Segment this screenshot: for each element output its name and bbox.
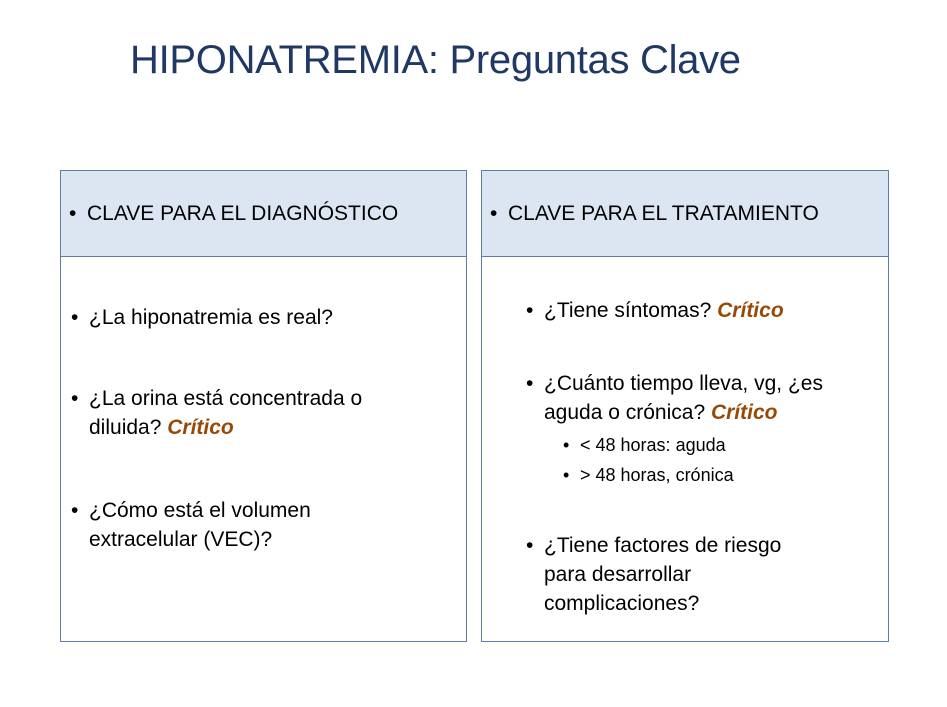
bullet: • <box>71 306 79 329</box>
critical-label: Crítico <box>717 299 784 322</box>
item-text: diluida? <box>89 416 162 439</box>
sub-list-item <box>563 462 734 488</box>
bullet: • <box>526 534 534 557</box>
bullet: • <box>71 499 79 522</box>
list-item <box>526 531 781 618</box>
sub-item-text: < 48 horas: aguda <box>580 435 726 455</box>
treatment-panel-header <box>482 171 888 257</box>
item-text: ¿Cuánto tiempo lleva, vg, ¿es <box>544 372 823 395</box>
item-text: ¿Cómo está el volumen <box>89 499 311 522</box>
list-item <box>71 384 362 442</box>
item-text: ¿Tiene síntomas? <box>544 299 712 322</box>
list-item <box>526 296 784 325</box>
item-text: para desarrollar <box>544 563 692 586</box>
list-item <box>71 496 311 554</box>
item-text: extracelular (VEC)? <box>89 528 273 551</box>
diagnosis-header-label: CLAVE PARA EL DIAGNÓSTICO <box>87 201 399 225</box>
item-text: ¿La hiponatremia es real? <box>89 306 333 329</box>
bullet: • <box>71 387 79 410</box>
bullet: • <box>490 201 498 225</box>
bullet: • <box>526 372 534 395</box>
bullet: • <box>69 201 77 225</box>
bullet: • <box>563 465 570 485</box>
diagnosis-panel <box>60 170 467 642</box>
list-item <box>526 369 823 427</box>
item-text: ¿La orina está concentrada o <box>89 387 363 410</box>
slide-title: HIPONATREMIA: Preguntas Clave <box>130 38 741 82</box>
bullet: • <box>526 299 534 322</box>
treatment-panel <box>481 170 889 642</box>
diagnosis-panel-header <box>61 171 466 257</box>
item-text: aguda o crónica? <box>544 401 706 424</box>
bullet: • <box>563 435 570 455</box>
sub-item-text: > 48 horas, crónica <box>580 465 734 485</box>
critical-label: Crítico <box>710 401 778 424</box>
item-text: complicaciones? <box>544 592 700 615</box>
critical-label: Crítico <box>167 416 234 439</box>
treatment-header-label: CLAVE PARA EL TRATAMIENTO <box>508 201 819 225</box>
item-text: ¿Tiene factores de riesgo <box>544 534 782 557</box>
sub-list-item <box>563 432 726 458</box>
list-item <box>71 303 333 332</box>
